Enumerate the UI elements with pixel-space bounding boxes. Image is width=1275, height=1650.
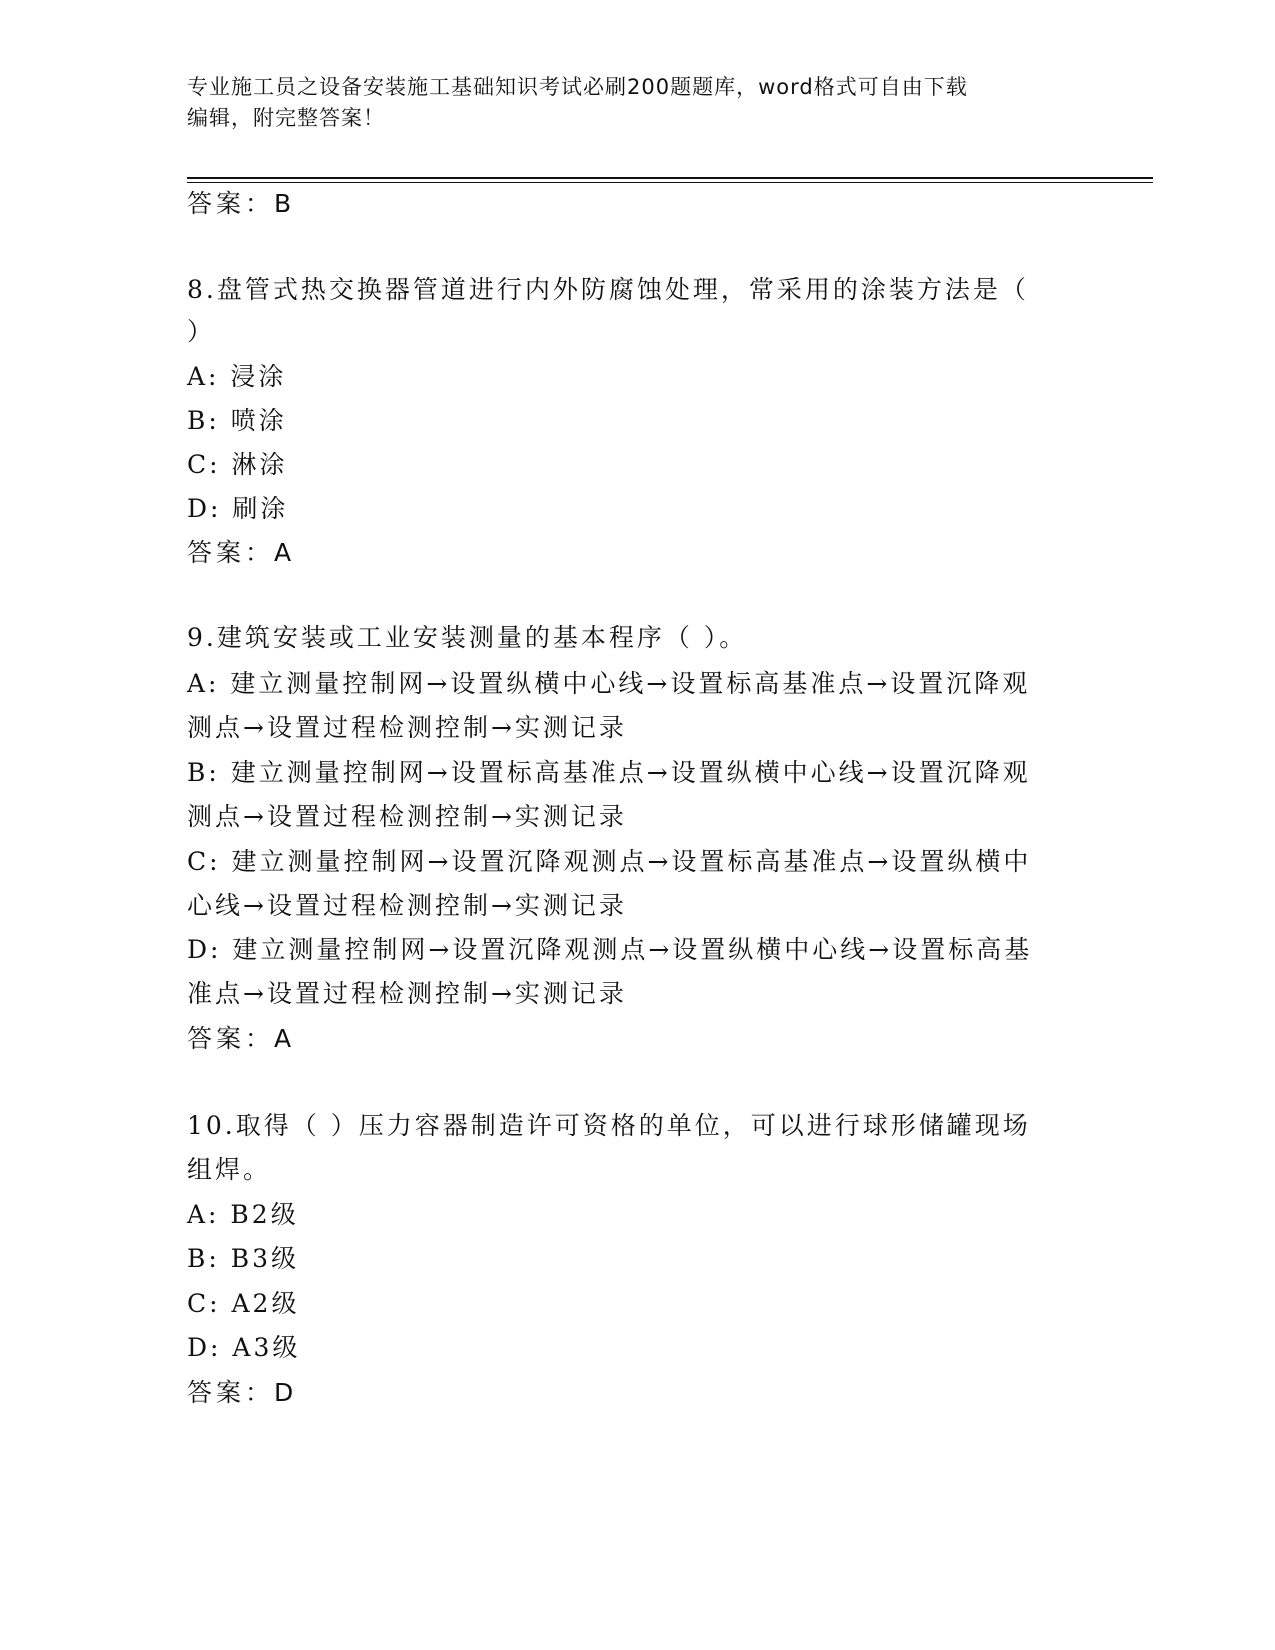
q10-option-d: D: A3级 (187, 1333, 301, 1362)
header-divider-thick (187, 177, 1153, 179)
page-header (187, 72, 1067, 134)
q9-option-d-line1: D: 建立测量控制网→设置沉降观测点→设置纵横中心线→设置标高基 (187, 935, 1033, 964)
q9-answer (187, 1023, 293, 1055)
q9-stem: 9.建筑安装或工业安装测量的基本程序（ ）。 (187, 623, 748, 652)
answer-label: 答案： (187, 538, 275, 567)
q9-option-a-line2: 测点→设置过程检测控制→实测记录 (187, 713, 627, 742)
q10-answer (187, 1377, 295, 1409)
q9-option-b-line1: B: 建立测量控制网→设置标高基准点→设置纵横中心线→设置沉降观 (187, 758, 1031, 787)
q8-answer (187, 537, 293, 569)
answer-label: 答案： (187, 189, 275, 218)
q10-option-a: A: B2级 (187, 1200, 299, 1229)
header-divider-thin (187, 182, 1153, 183)
q10-option-c: C: A2级 (187, 1289, 300, 1318)
header-title-line2: 编辑，附完整答案！ (187, 106, 385, 130)
q8-stem-line1: 8.盘管式热交换器管道进行内外防腐蚀处理，常采用的涂装方法是（ (187, 275, 1029, 304)
answer-value: D (274, 1378, 296, 1407)
answer-value: A (274, 538, 294, 567)
q9-option-b-line2: 测点→设置过程检测控制→实测记录 (187, 802, 627, 831)
q8-option-b: B: 喷涂 (187, 406, 287, 435)
q9-option-a-line1: A: 建立测量控制网→设置纵横中心线→设置标高基准点→设置沉降观 (187, 669, 1031, 698)
q10-option-b: B: B3级 (187, 1244, 300, 1273)
q10-stem-line2: 组焊。 (187, 1155, 272, 1184)
q9-option-c-line2: 心线→设置过程检测控制→实测记录 (187, 891, 627, 920)
answer-label: 答案： (187, 1378, 275, 1407)
q8-option-a: A: 浸涂 (187, 362, 287, 391)
answer-value: A (274, 1024, 294, 1053)
q8-option-d: D: 刷涂 (187, 494, 289, 523)
q8-option-c: C: 淋涂 (187, 450, 288, 479)
header-title-line1: 专业施工员之设备安装施工基础知识考试必刷200题题库，word格式可自由下载 (187, 75, 968, 99)
q10-stem-line1: 10.取得（ ）压力容器制造许可资格的单位，可以进行球形储罐现场 (187, 1111, 1031, 1140)
answer-label: 答案： (187, 1024, 275, 1053)
q8-stem-line2: ） (187, 317, 216, 346)
q7-answer (187, 188, 293, 220)
answer-value: B (274, 189, 294, 218)
q9-option-d-line2: 准点→设置过程检测控制→实测记录 (187, 979, 627, 1008)
q9-option-c-line1: C: 建立测量控制网→设置沉降观测点→设置标高基准点→设置纵横中 (187, 847, 1032, 876)
